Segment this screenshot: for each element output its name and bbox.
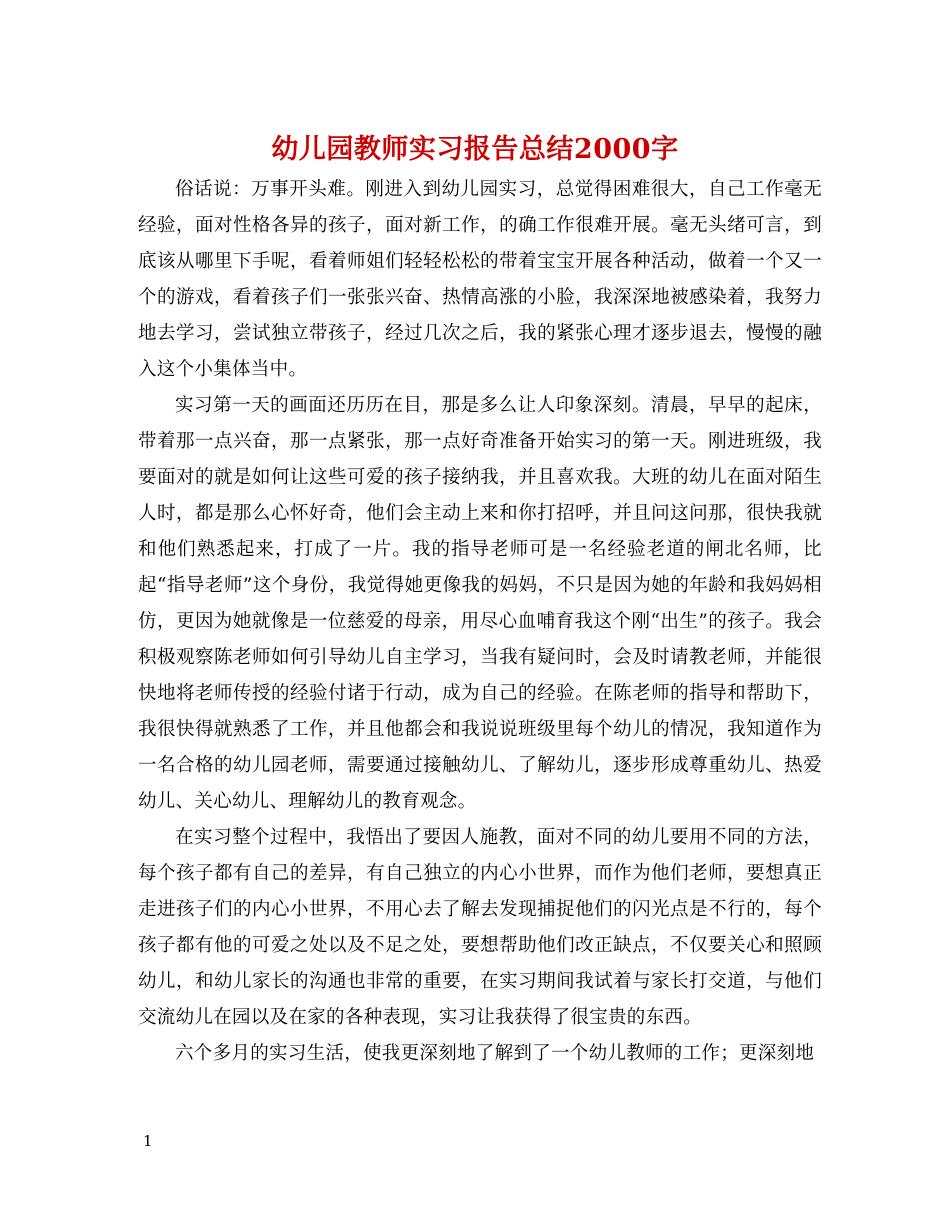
paragraph-2: 实习第一天的画面还历历在目，那是多么让人印象深刻。清晨，早早的起床，带着那一点兴奋，那一点紧张，那一点好奇准备开始实习的第一天。刚进班级，我要面对的就是如何让这些可爱的孩子接纳我，并且喜欢我。大班的幼儿在面对陌生人时，都是那么心怀好奇，他们会主动上来和你打招呼，并且问这问那，很快我就和他们熟悉起来，打成了一片。我的指导老师可是一名经验老道的闸北名师，比起“指导老师”这个身份，我觉得她更像我的妈妈，不只是因为她的年龄和我妈妈相仿，更因为她就像是一位慈爱的母亲，用尽心血哺育我这个刚“出生”的孩子。我会积极观察陈老师如何引导幼儿自主学习，当我有疑问时，会及时请教老师，并能很快地将老师传授的经验付诸于行动，成为自己的经验。在陈老师的指导和帮助下，我很快得就熟悉了工作，并且他都会和我说说班级里每个幼儿的情况，我知道作为一名合格的幼儿园老师，需要通过接触幼儿、了解幼儿，逐步形成尊重幼儿、热爱幼儿、关心幼儿、理解幼儿的教育观念。	[138, 395, 822, 812]
paragraph-4: 六个多月的实习生活，使我更深刻地了解到了一个幼儿教师的工作；更深刻地	[175, 1043, 815, 1064]
document-body	[138, 172, 822, 1072]
paragraph-3: 在实习整个过程中，我悟出了要因人施教，面对不同的幼儿要用不同的方法，每个孩子都有自己的差异，有自己独立的内心小世界，而作为他们老师，要想真正走进孩子们的内心小世界，不用心去了解去发现捕捉他们的闪光点是不行的，每个孩子都有他的可爱之处以及不足之处，要想帮助他们改正缺点，不仅要关心和照顾幼儿，和幼儿家长的沟通也非常的重要，在实习期间我试着与家长打交道，与他们交流幼儿在园以及在家的各种表现，实习让我获得了很宝贵的东西。	[138, 827, 822, 1028]
paragraph-1: 俗话说：万事开头难。刚进入到幼儿园实习，总觉得困难很大，自己工作毫无经验，面对性格各异的孩子，面对新工作，的确工作很难开展。毫无头绪可言，到底该从哪里下手呢，看着师姐们轻轻松松的带着宝宝开展各种活动，做着一个又一个的游戏，看着孩子们一张张兴奋、热情高涨的小脸，我深深地被感染着，我努力地去学习，尝试独立带孩子，经过几次之后，我的紧张心理才逐步退去，慢慢的融入这个小集体当中。	[138, 179, 822, 380]
document-title: 幼儿园教师实习报告总结2000字	[271, 134, 679, 165]
page-number: 1	[143, 1132, 153, 1150]
